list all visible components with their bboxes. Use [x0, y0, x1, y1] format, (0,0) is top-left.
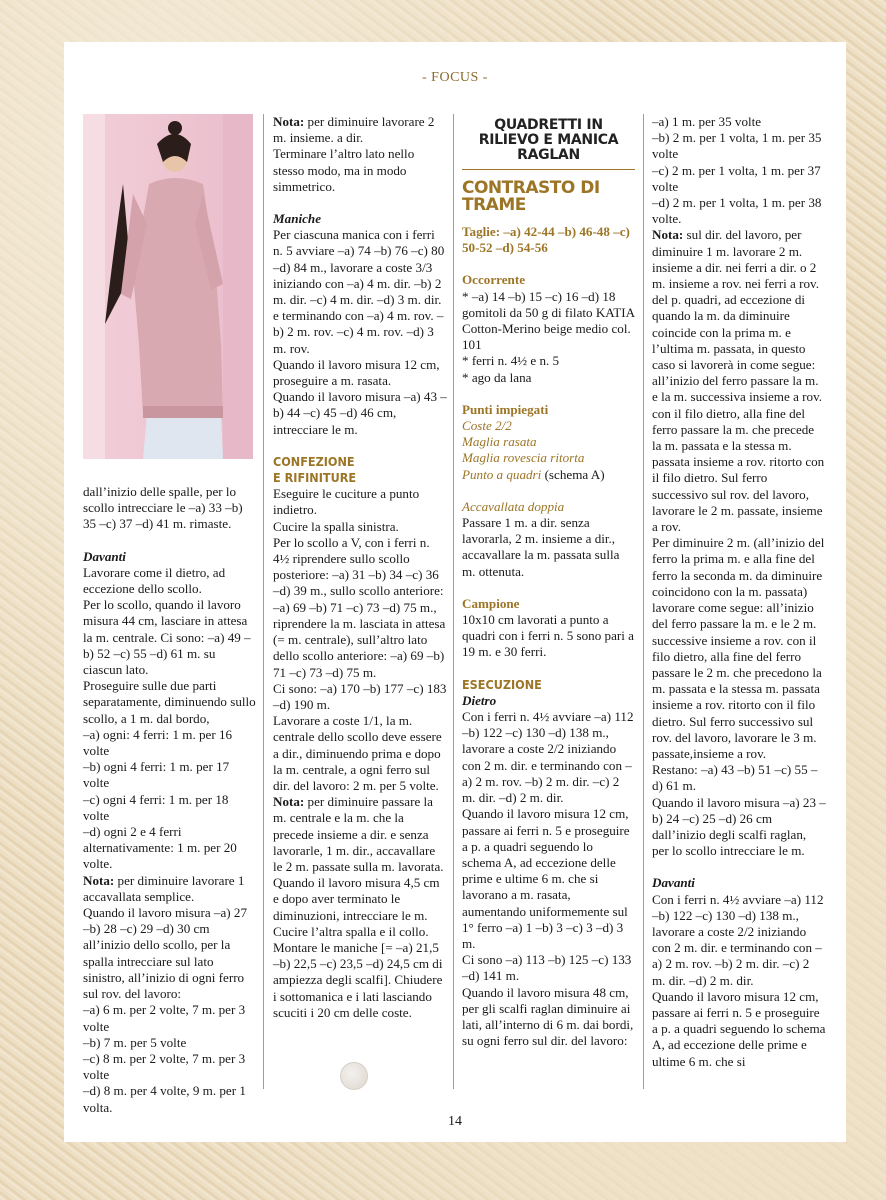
paragraph-text: Quando il lavoro misura –a) 43 –b) 44 –c) 45 –d) 46 cm, intrecciare le m. [273, 389, 447, 437]
paragraph [462, 467, 635, 483]
paragraph-text: dall’inizio delle spalle, per lo scollo intrecciare le –a) 33 –b) 35 –c) 37 –d) 41 m. rimaste. [83, 484, 243, 532]
paragraph [273, 681, 447, 713]
article-title: QUADRETTI IN RILIEVO E MANICA RAGLAN [462, 118, 635, 170]
paragraph-text: Quando il lavoro misura 12 cm, proseguire a m. rasata. [273, 356, 440, 389]
paragraph [462, 370, 635, 386]
paragraph [652, 892, 826, 989]
paragraph [83, 484, 256, 533]
text-column-4 [652, 114, 826, 1070]
paragraph-text: Passare 1 m. a dir. senza lavorarla, 2 m. insieme a dir., accavallare la m. passata sulla m. ottenuta. [462, 515, 620, 579]
paragraph [273, 454, 447, 470]
paragraph-text: Terminare l’altro lato nello stesso modo, ma in modo simmetrico. [273, 146, 415, 194]
paragraph [273, 940, 447, 1021]
paragraph [652, 989, 826, 1070]
paragraph [652, 114, 826, 130]
paragraph [83, 1083, 256, 1115]
paragraph [83, 727, 256, 759]
paragraph-text: Maniche [273, 211, 322, 227]
paragraph [83, 873, 256, 905]
paragraph [83, 759, 256, 791]
paragraph-text: Maglia rasata [462, 434, 537, 450]
paragraph [652, 195, 826, 227]
paragraph-text: Per diminuire 2 m. (all’inizio del ferro la prima m. e alla fine del ferro la seconda m. da diminuire coincidono con la m. passata) lavorare come segue: all’inizio del ferro passare la m. e le 2 m. successive insieme a rov. con il filo dietro, alla fine del ferro passare le 2 m. che precedono la m. passata e la stessa m. passata insieme a rov. ritorto con il filo dietro. Sul ferro successivo sul rov. del lavoro, lavorare le 3 m. passate,insieme a rov. [652, 535, 825, 761]
paragraph [462, 596, 635, 612]
paragraph-text: Quando il lavoro misura 48 cm, per gli scalfi raglan diminuire ai lati, all’interno di 6 m. dai bordi, su ogni ferro sul dir. del lavoro: [462, 984, 634, 1049]
note-label: Nota: [273, 114, 305, 129]
paragraph [652, 875, 826, 891]
paragraph-text: Coste 2/2 [462, 418, 512, 434]
text-column-1 [83, 114, 256, 1116]
paragraph-text: –d) 2 m. per 1 volta, 1 m. per 38 volte. [652, 195, 822, 227]
paragraph-text: Ci sono: –a) 170 –b) 177 –c) 183 –d) 190 m. [273, 680, 447, 712]
magazine-page [64, 42, 846, 1142]
paragraph-text: Punto a quadri [462, 466, 542, 482]
paragraph [273, 875, 447, 924]
paragraph-text: –c) 8 m. per 2 volte, 7 m. per 3 volte [83, 1050, 246, 1083]
paragraph-text: Per lo scollo, quando il lavoro misura 44 cm, lasciare in attesa la m. centrale. Ci sono: –a) 49 –b) 52 –c) 55 –d) 61 m. su ciascun lato. [83, 597, 251, 678]
column-rule [453, 114, 454, 1089]
paragraph [462, 677, 635, 693]
paragraph-text: Eseguire le cuciture a punto indietro. [273, 486, 420, 518]
paragraph-text: sul dir. del lavoro, per diminuire 1 m. lavorare 2 m. insieme a dir. nei ferri a dir. o 2 m. insieme a rov. nei ferri a rov. del p. quadri, ad eccezione di quando la m. da diminuire coincide con la prima m. e l’ultima m. passata, in questo caso si lavorerà in come segue: all’inizio del ferro passare la m. e la m. successiva insieme a rov. con il filo dietro, alla fine del ferro passare la m. che precede la m. passata e la stessa m. passata insieme a rov. ritorto con il filo dietro. Sul ferro successivo sul rov. del lavoro, lavorare le 2 m. passate, insieme a rov. [652, 227, 825, 535]
column-rule [643, 114, 644, 1089]
paragraph [83, 792, 256, 824]
paragraph [462, 353, 635, 369]
paragraph-text: Occorrente [462, 272, 526, 288]
paragraph [273, 389, 447, 438]
paragraph [652, 163, 826, 195]
paragraph [273, 146, 447, 195]
paragraph-text: Maglia rovescia ritorta [462, 450, 585, 466]
paragraph-text: * ferri n. 4½ e n. 5 [462, 353, 560, 369]
note-label: Nota: [83, 872, 115, 888]
paragraph-text: Lavorare come il dietro, ad eccezione dello scollo. [83, 564, 226, 597]
text-column-2 [273, 114, 447, 1021]
paragraph-text: Quando il lavoro misura –a) 23 –b) 24 –c) 25 –d) 26 cm dall’inizio degli scalfi raglan, per lo scollo intrecciare le m. [652, 794, 826, 859]
article-subtitle: CONTRASTO DI TRAME [462, 178, 600, 215]
paragraph-text: Dietro [462, 692, 497, 708]
paragraph [273, 357, 447, 389]
paragraph-text: –d) ogni 2 e 4 ferri alternativamente: 1 m. per 20 volte. [83, 824, 237, 872]
paragraph [273, 470, 447, 486]
paragraph [83, 549, 256, 565]
paragraph [652, 227, 826, 535]
paragraph-text: –b) 2 m. per 1 volta, 1 m. per 35 volte [652, 130, 822, 162]
paragraph-text: Lavorare a coste 1/1, la m. centrale dello scollo deve essere a dir., diminuendo prima e dopo la m. centrale, a ogni ferro sul dir. del lavoro: 2 m. per 5 volte. [273, 713, 442, 793]
paragraph-text: –c) 2 m. per 1 volta, 1 m. per 37 volte [652, 162, 821, 194]
paragraph-text: –b) 7 m. per 5 volte [83, 1034, 187, 1050]
paragraph-text: –a) 6 m. per 2 volte, 7 m. per 3 volte [83, 1002, 246, 1034]
paragraph-text: Cucire la spalla sinistra. [273, 518, 399, 534]
paragraph-text: CONFEZIONE [273, 453, 355, 469]
paragraph [273, 535, 447, 681]
paragraph [83, 1051, 256, 1083]
paragraph [83, 565, 256, 597]
paragraph-suffix: (schema A) [541, 466, 605, 482]
paragraph-text: –d) 8 m. per 4 volte, 9 m. per 1 volta. [83, 1083, 246, 1115]
paragraph [462, 272, 635, 288]
paragraph-text: Ci sono –a) 113 –b) 125 –c) 133 –d) 141 m. [462, 952, 632, 984]
paragraph-text: Proseguire sulle due parti separatamente, diminuendo sullo scollo, a 1 m. dal bordo, [83, 678, 256, 726]
paragraph-text: Quando il lavoro misura 12 cm, passare ai ferri n. 5 e proseguire a p. a quadri seguendo lo schema A, ad eccezione delle prime e ultime 6 m. che si [652, 988, 826, 1069]
paragraph-text: ESECUZIONE [462, 676, 542, 692]
paragraph [462, 952, 635, 984]
paragraph [462, 985, 635, 1050]
paragraph [273, 519, 447, 535]
paragraph-text: Accavallata doppia [462, 498, 565, 514]
paragraph-text: Per lo scollo a V, con i ferri n. 4½ riprendere sullo scollo posteriore: –a) 31 –b) 34 –c) 36 –d) 39 m., sullo scollo anteriore: –a) 69 –b) 71 –c) 73 –d) 75 m., riprendere la m. lasciata in attesa (= m. centrale), sull’altro lato dello scollo anteriore: –a) 69 –b) 71 –c) 73 –d) 75 m. [273, 534, 446, 680]
paragraph-text: Punti impiegati [462, 401, 549, 417]
paragraph [462, 402, 635, 418]
paragraph [462, 499, 635, 515]
paragraph [273, 713, 447, 794]
paragraph-text: Cucire l’altra spalla e il collo. [273, 923, 429, 939]
paragraph-text: Campione [462, 595, 520, 611]
text-column-3 [462, 114, 635, 1049]
column-rule [263, 114, 264, 1089]
paragraph-text: Per ciascuna manica con i ferri n. 5 avviare –a) 74 –b) 76 –c) 80 –d) 84 m., lavorare a coste 3/3 iniziando con –a) 4 m. dir. –b) 2 m. dir. –c) 4 m. dir. –d) 3 m. dir. e terminando con –a) 4 m. rov. –b) 2 m. rov. –c) 4 m. rov. –d) 3 m. rov. [273, 227, 445, 356]
paragraph-text: * –a) 14 –b) 15 –c) 16 –d) 18 gomitoli da 50 g di filato KATIA Cotton-Merino beige medio col. 101 [462, 288, 635, 353]
paragraph-text: Con i ferri n. 4½ avviare –a) 112 –b) 122 –c) 130 –d) 138 m., lavorare a coste 2/2 iniziando con 2 m. dir. e terminando con –a) 2 m. rov. –b) 2 m. dir. –c) 2 m. dir. –d) 2 m. dir. [462, 709, 634, 806]
paragraph [273, 794, 447, 875]
section-label: - FOCUS - [422, 70, 488, 85]
paragraph [83, 597, 256, 678]
paragraph [83, 1035, 256, 1051]
paragraph-text: Davanti [83, 548, 126, 564]
paragraph-text: Montare le maniche [= –a) 21,5 –b) 22,5 –c) 23,5 –d) 24,5 cm di ampiezza degli scalfi]. Chiudere i sottomanica e i lati lasciando scuciti i 20 cm delle coste. [273, 939, 443, 1020]
paragraph-text: Quando il lavoro misura 4,5 cm e dopo aver terminato le diminuzioni, intrecciare le m. [273, 875, 440, 923]
paragraph [273, 924, 447, 940]
paragraph-text: –b) ogni 4 ferri: 1 m. per 17 volte [83, 759, 230, 791]
paragraph [462, 693, 635, 709]
paragraph [652, 130, 826, 162]
paragraph-text: per diminuire lavorare 1 accavallata semplice. [83, 872, 245, 904]
paragraph-text: –c) ogni 4 ferri: 1 m. per 18 volte [83, 791, 229, 823]
paragraph [273, 486, 447, 518]
paragraph [462, 450, 635, 466]
paragraph-text: 10x10 cm lavorati a punto a quadri con i ferri n. 5 sono pari a 19 m. e 30 ferri. [462, 612, 634, 660]
paragraph-text: per diminuire passare la m. centrale e la m. che la precede insieme a dir. e senza lavorarle, 1 m. dir., accavallare le 2 m. passate sulla m. lavorata. [273, 794, 444, 874]
paragraph-text: Restano: –a) 43 –b) 51 –c) 55 –d) 61 m. [652, 762, 818, 794]
paragraph [273, 227, 447, 357]
paragraph [462, 515, 635, 580]
page-number: 14 [448, 1114, 462, 1129]
paragraph [462, 289, 635, 354]
yarn-ball-icon [340, 1062, 368, 1090]
paragraph [652, 535, 826, 762]
paragraph-text: * ago da lana [462, 369, 532, 385]
paragraph [83, 905, 256, 1002]
paragraph [462, 434, 635, 450]
paragraph [462, 806, 635, 952]
paragraph-text: per diminuire lavorare 2 m. insieme. a dir. [273, 114, 435, 146]
paragraph-text: –a) ogni: 4 ferri: 1 m. per 16 volte [83, 726, 233, 759]
paragraph [83, 1002, 256, 1034]
paragraph-text: Con i ferri n. 4½ avviare –a) 112 –b) 122 –c) 130 –d) 138 m., lavorare a coste 2/2 iniziando con 2 m. dir. e terminando con –a) 2 m. rov. –b) 2 m. dir. –c) 2 m. dir. –d) 2 m. dir. [652, 891, 824, 988]
paragraph [462, 612, 635, 661]
paragraph-text: E RIFINITURE [273, 470, 357, 486]
paragraph-text: Davanti [652, 875, 695, 891]
paragraph-text: –a) 1 m. per 35 volte [652, 114, 762, 129]
note-label: Nota: [273, 794, 305, 810]
paragraph-text: Quando il lavoro misura –a) 27 –b) 28 –c) 29 –d) 30 cm all’inizio dello scollo, per la spalla intrecciare sul lato sinistro, all’inizio di ogni ferro sul rov. del lavoro: [83, 905, 247, 1002]
paragraph-text: Taglie: –a) 42-44 –b) 46-48 –c) 50-52 –d) 54-56 [462, 224, 630, 256]
paragraph [652, 762, 826, 794]
paragraph [273, 211, 447, 227]
paragraph [462, 418, 635, 434]
note-label: Nota: [652, 227, 684, 243]
paragraph-text: Quando il lavoro misura 12 cm, passare ai ferri n. 5 e proseguire a p. a quadri seguendo lo schema A, ad eccezione delle prime e ultime 6 m. che si lavorano a m. rasata, aumentando uniformemente sul 1° ferro –a) 1 –b) 3 –c) 3 –d) 3 m. [462, 806, 630, 951]
paragraph [462, 709, 635, 806]
paragraph [83, 678, 256, 727]
paragraph [273, 114, 447, 146]
paragraph [83, 824, 256, 873]
paragraph [462, 224, 635, 256]
paragraph [652, 795, 826, 860]
